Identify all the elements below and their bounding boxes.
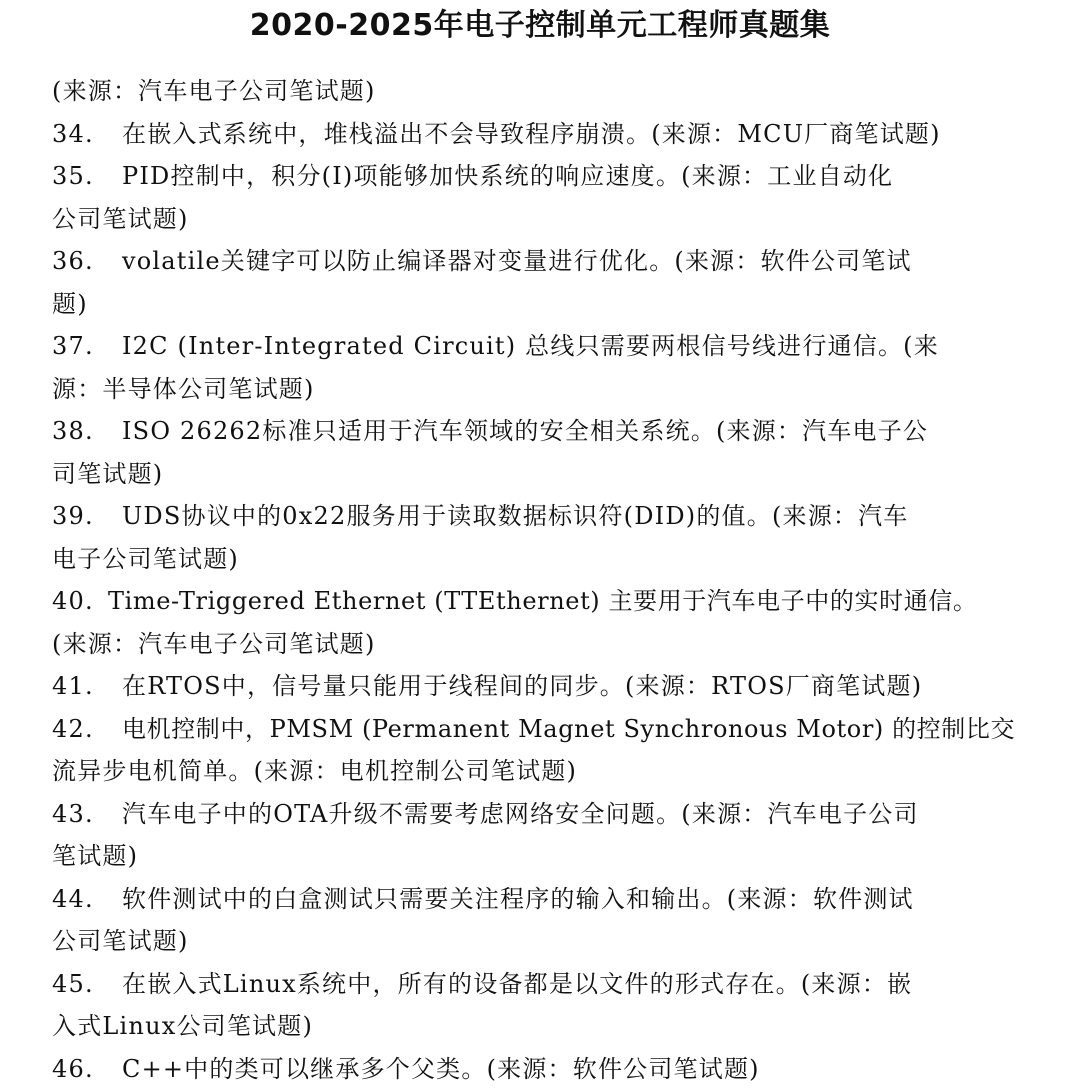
question-number: 37.	[52, 325, 122, 368]
question-number: 36.	[52, 240, 122, 283]
question-line	[52, 538, 1042, 581]
question-text: 汽车电子中的OTA升级不需要考虑网络安全问题。(来源：汽车电子公司	[122, 800, 919, 828]
question-text: 在嵌入式系统中，堆栈溢出不会导致程序崩溃。(来源：MCU厂商笔试题)	[122, 120, 941, 148]
question-line	[52, 750, 1042, 793]
question-line	[52, 963, 1042, 1006]
question-number: 43.	[52, 793, 122, 836]
question-text: PID控制中，积分(I)项能够加快系统的响应速度。(来源：工业自动化	[122, 162, 893, 190]
question-line	[52, 920, 1042, 963]
question-number: 35.	[52, 155, 122, 198]
question-line	[52, 835, 1042, 878]
question-number: 44.	[52, 878, 122, 921]
question-number: 45.	[52, 963, 122, 1006]
question-text: 电子公司笔试题)	[52, 545, 239, 573]
question-text: (来源：汽车电子公司笔试题)	[52, 77, 376, 105]
question-list	[52, 70, 1042, 1090]
question-line	[52, 495, 1042, 538]
question-text: C++中的类可以继承多个父类。(来源：软件公司笔试题)	[122, 1055, 760, 1083]
question-line	[52, 410, 1042, 453]
question-line	[52, 623, 1042, 666]
question-number: 42.	[52, 708, 122, 751]
question-line	[52, 240, 1042, 283]
question-text: 电机控制中，PMSM (Permanent Magnet Synchronous Motor) 的控制比交	[122, 715, 1015, 743]
question-number: 39.	[52, 495, 122, 538]
question-text: volatile关键字可以防止编译器对变量进行优化。(来源：软件公司笔试	[122, 247, 912, 275]
question-text: UDS协议中的0x22服务用于读取数据标识符(DID)的值。(来源：汽车	[122, 502, 909, 530]
question-number: 34.	[52, 113, 122, 156]
question-line	[52, 708, 1042, 751]
question-text: 公司笔试题)	[52, 205, 189, 233]
question-line	[52, 665, 1042, 708]
question-line	[52, 113, 1042, 156]
question-text: ISO 26262标准只适用于汽车领域的安全相关系统。(来源：汽车电子公	[122, 417, 928, 445]
question-line	[52, 580, 1042, 623]
question-line	[52, 1005, 1042, 1048]
question-line	[52, 793, 1042, 836]
question-text: 题)	[52, 290, 88, 318]
question-line	[52, 70, 1042, 113]
question-text: 笔试题)	[52, 842, 138, 870]
question-line	[52, 878, 1042, 921]
question-text: 在嵌入式Linux系统中，所有的设备都是以文件的形式存在。(来源：嵌	[122, 970, 912, 998]
question-text: 软件测试中的白盒测试只需要关注程序的输入和输出。(来源：软件测试	[122, 885, 914, 913]
question-text: 司笔试题)	[52, 460, 163, 488]
document-title: 2020-2025年电子控制单元工程师真题集	[0, 6, 1080, 46]
question-line	[52, 325, 1042, 368]
question-text: 在RTOS中，信号量只能用于线程间的同步。(来源：RTOS厂商笔试题)	[122, 672, 922, 700]
question-number: 38.	[52, 410, 122, 453]
question-number: 41.	[52, 665, 122, 708]
question-number: 40.	[52, 580, 108, 623]
question-text: Time-Triggered Ethernet (TTEthernet) 主要用于汽车电子中的实时通信。	[108, 587, 978, 615]
question-text: 入式Linux公司笔试题)	[52, 1012, 313, 1040]
question-text: (来源：汽车电子公司笔试题)	[52, 630, 376, 658]
question-line	[52, 283, 1042, 326]
question-number: 46.	[52, 1048, 122, 1090]
question-text: 公司笔试题)	[52, 927, 189, 955]
question-text: 流异步电机简单。(来源：电机控制公司笔试题)	[52, 757, 577, 785]
question-text: I2C (Inter-Integrated Circuit) 总线只需要两根信号线进行通信。(来	[122, 332, 939, 360]
question-line	[52, 155, 1042, 198]
question-line	[52, 1048, 1042, 1090]
question-line	[52, 198, 1042, 241]
question-line	[52, 368, 1042, 411]
question-line	[52, 453, 1042, 496]
question-text: 源：半导体公司笔试题)	[52, 375, 315, 403]
